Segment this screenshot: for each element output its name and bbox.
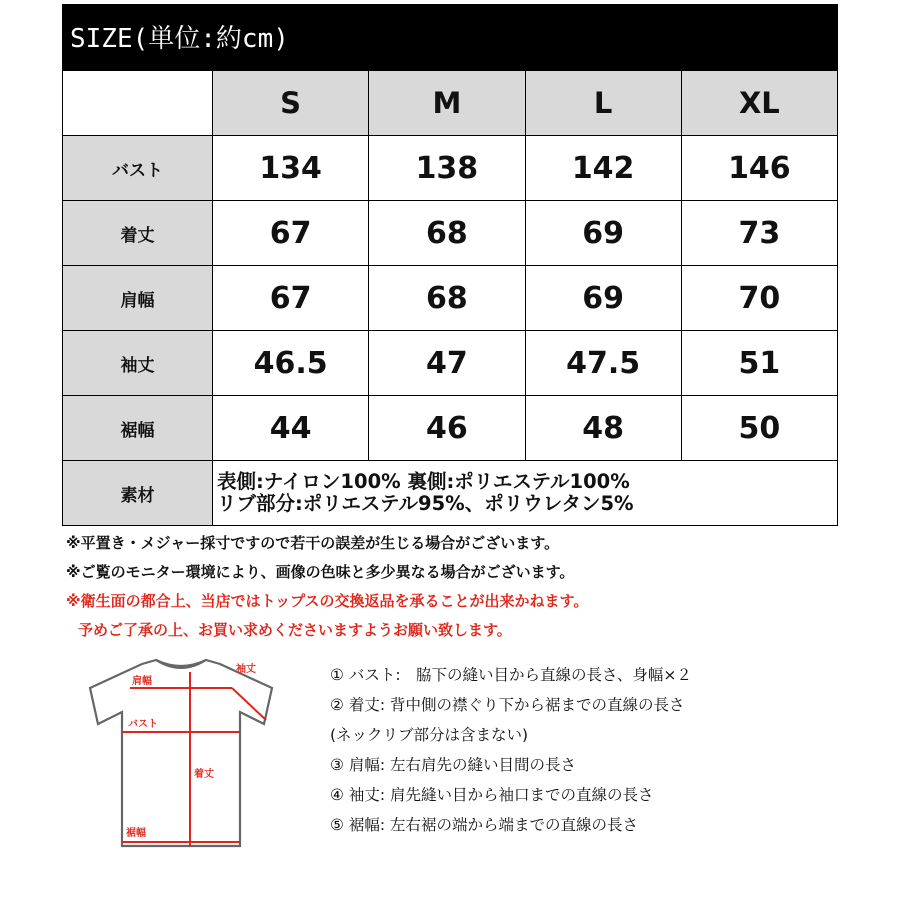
table-cell: 51: [681, 331, 837, 396]
table-cell: 69: [525, 266, 681, 331]
row-label-length: 着丈: [63, 201, 213, 266]
legend-item: ④ 袖丈: 肩先縫い目から袖口までの直線の長さ: [330, 786, 654, 804]
note-monitor: ※ご覧のモニター環境により、画像の色味と多少異なる場合がございます。: [66, 563, 575, 581]
table-cell: 46.5: [213, 331, 369, 396]
label-length: 着丈: [194, 769, 214, 780]
table-cell: 142: [525, 136, 681, 201]
table-cell: 73: [681, 201, 837, 266]
table-cell: 47.5: [525, 331, 681, 396]
table-row: [63, 136, 838, 201]
table-cell: 44: [213, 396, 369, 461]
size-header-l: L: [525, 71, 681, 136]
row-label-hem: 裾幅: [63, 396, 213, 461]
table-row: [63, 331, 838, 396]
material-line-1: 表側:ナイロン100% 裏側:ポリエステル100%: [217, 470, 630, 493]
table-cell: 67: [213, 201, 369, 266]
label-hem: 裾幅: [126, 828, 146, 839]
title-bar: [62, 4, 838, 70]
legend-item: ① バスト: 脇下の縫い目から直線の長さ、身幅×２: [330, 666, 692, 684]
table-cell: 48: [525, 396, 681, 461]
size-table: [62, 70, 838, 526]
size-header-xl: XL: [681, 71, 837, 136]
table-cell: 67: [213, 266, 369, 331]
table-cell: 134: [213, 136, 369, 201]
legend-item: ⑤ 裾幅: 左右裾の端から端までの直線の長さ: [330, 816, 638, 834]
size-header-row: [63, 71, 838, 136]
size-header-m: M: [369, 71, 525, 136]
note-measurement: ※平置き・メジャー採寸ですので若干の誤差が生じる場合がございます。: [66, 534, 560, 552]
legend-item: ③ 肩幅: 左右肩先の縫い目間の長さ: [330, 756, 576, 774]
material-line-2: リブ部分:ポリエステル95%、ポリウレタン5%: [217, 492, 634, 515]
table-row: [63, 396, 838, 461]
material-cell: [213, 461, 838, 526]
tshirt-measure-diagram: [72, 652, 290, 860]
table-cell: 68: [369, 266, 525, 331]
label-shoulder: 肩幅: [132, 676, 152, 687]
table-cell: 146: [681, 136, 837, 201]
table-cell: 50: [681, 396, 837, 461]
table-cell: 70: [681, 266, 837, 331]
table-cell: 69: [525, 201, 681, 266]
measurement-legend: [330, 660, 692, 840]
size-header-s: S: [213, 71, 369, 136]
row-label-sleeve: 袖丈: [63, 331, 213, 396]
row-label-material: 素材: [63, 461, 213, 526]
row-label-shoulder: 肩幅: [63, 266, 213, 331]
legend-item: ② 着丈: 背中側の襟ぐり下から裾までの直線の長さ: [330, 696, 685, 714]
table-cell: 68: [369, 201, 525, 266]
row-label-bust: バスト: [63, 136, 213, 201]
table-cell: 47: [369, 331, 525, 396]
warning-return-policy: ※衛生面の都合上、当店ではトップスの交換返品を承ることが出来かねます。: [66, 592, 589, 610]
notes: [66, 529, 588, 645]
table-row: [63, 266, 838, 331]
warning-apology: 予めご了承の上、お買い求めくださいますようお願い致します。: [78, 621, 512, 639]
label-sleeve: 袖丈: [236, 664, 256, 675]
table-cell: 138: [369, 136, 525, 201]
legend-item: (ネックリブ部分は含まない): [330, 726, 529, 744]
label-bust: バスト: [128, 719, 158, 730]
material-row: [63, 461, 838, 526]
table-row: [63, 201, 838, 266]
table-cell: 46: [369, 396, 525, 461]
page-title: SIZE(単位:約cm): [70, 24, 289, 54]
header-blank-cell: [63, 71, 213, 136]
